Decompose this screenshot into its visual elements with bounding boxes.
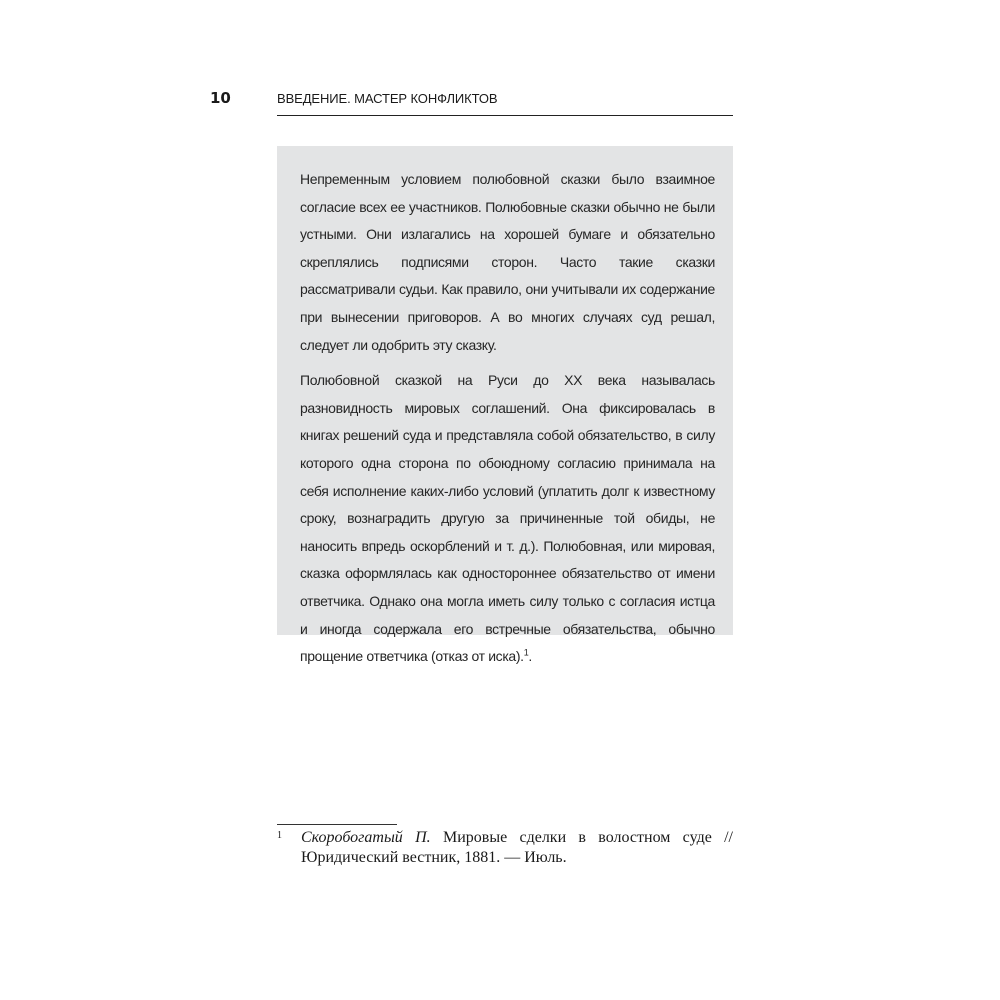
sidebar-paragraph-1: Непременным условием полюбовной сказки было взаимное согласие всех ее участников. Полюбовные сказки обычно не были устными. Они излагались на хорошей бумаге и обязательно скреплялись подписями сторон. Часто такие сказки рассматривали судьи. Как правило, они учитывали их содержание при вынесении приговоров. А во многих случаях суд решал, следует ли одобрить эту сказку. (300, 171, 715, 353)
page-number: 10 (210, 89, 231, 107)
header-rule (277, 115, 733, 116)
footnote-author: Скоробогатый П. (301, 829, 431, 846)
footnote-marker: 1 (277, 830, 282, 841)
footnote-rule (277, 824, 397, 825)
footnote (277, 828, 733, 868)
sidebar-paragraph-2-end: . (528, 648, 532, 665)
sidebar-box (277, 146, 733, 665)
running-head-title: ВВЕДЕНИЕ. МАСТЕР КОНФЛИКТОВ (277, 91, 498, 106)
sidebar-paragraph-2-text: Полюбовной сказкой на Руси до XX века называлась разновидность мировых соглашений. Она фиксировалась в книгах решений суда и представляла собой обязательство, в силу которого одна сторона по обоюдному согласию принимала на себя исполнение каких-либо условий (уплатить долг к известному сроку, вознаградить другую за причиненные той обиды, не наносить впредь оскорблений и т. д.). Полюбовная, или мировая, сказка оформлялась как одностороннее обязательство от имени ответчика. Однако она могла иметь силу только с согласия истца и иногда содержала его встречные обязательства, обычно прощение ответчика (отказ от иска). (300, 372, 715, 665)
footnote-text-block (301, 828, 733, 868)
footnote-text: Мировые сделки в волостном суде // Юридический вестник, 1881. — Июль. (301, 829, 734, 866)
sidebar-paragraph-2 (300, 367, 715, 671)
footnote-reference[interactable]: 1 (523, 647, 529, 658)
